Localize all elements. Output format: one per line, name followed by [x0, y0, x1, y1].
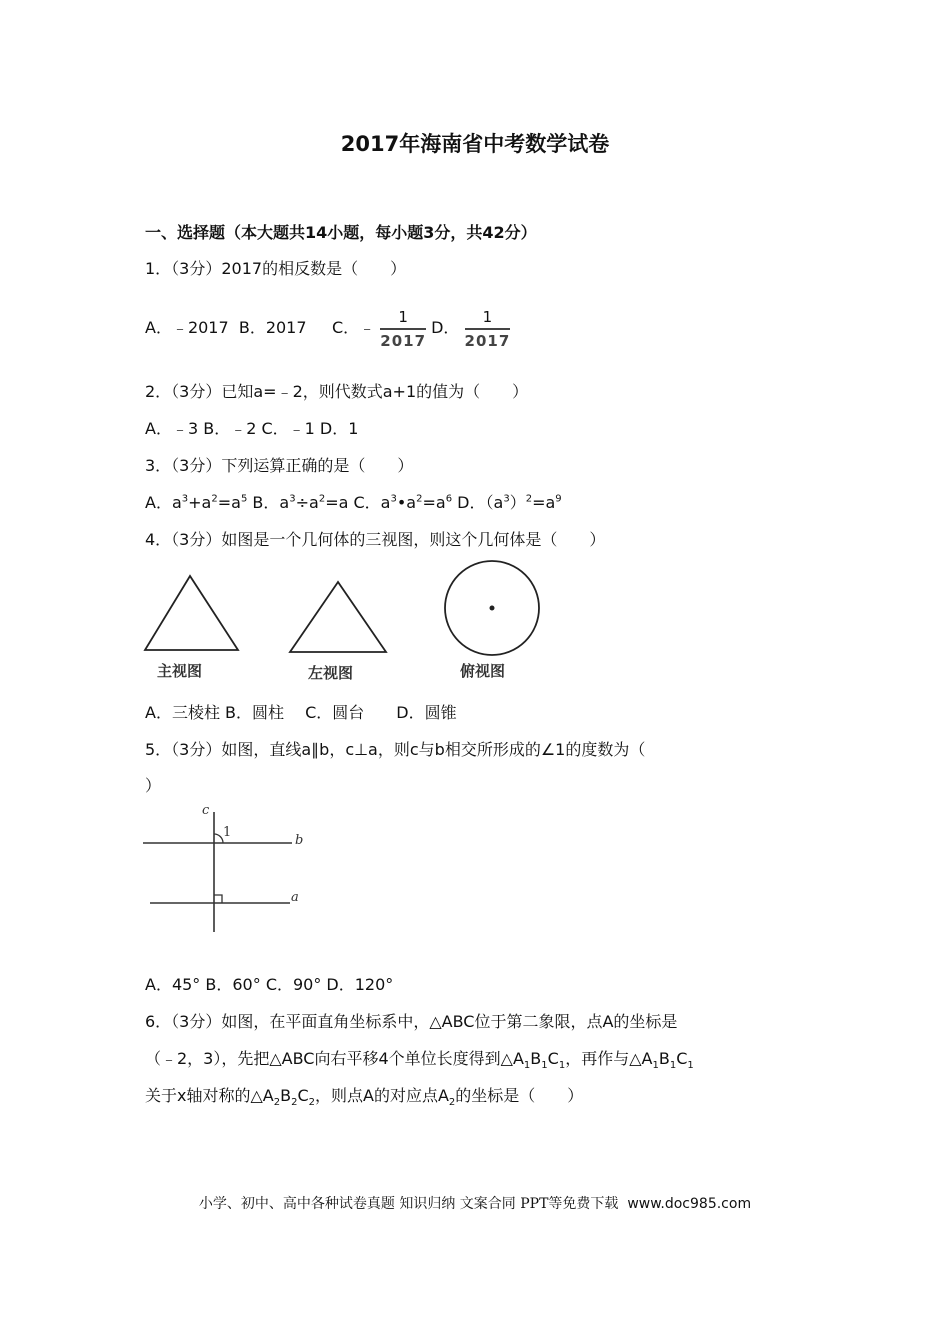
- angle-1-arc: [214, 834, 223, 843]
- q1-option-b: B．2017: [238, 318, 307, 337]
- q3-option-c-label: C．: [353, 493, 381, 512]
- question-1-stem: 1．（3分）2017的相反数是（ ）: [145, 259, 407, 278]
- question-4-options: A．三棱柱 B．圆柱 C．圆台 D．圆锥: [145, 703, 457, 722]
- q1-option-d-fraction: [465, 308, 511, 350]
- label-b: b: [295, 833, 304, 848]
- question-2-options: A．﹣3 B．﹣2 C．﹣1 D．1: [145, 419, 359, 438]
- question-6-line-2: （﹣2，3），先把△ABC向右平移4个单位长度得到$\triangle A_1B_1C_1$，再作与$\triangle A_1B_1C_1$: [145, 1049, 694, 1072]
- q1-option-d-prefix: D．: [431, 318, 460, 337]
- q6-line2-text: （﹣2，3），先把△ABC向右平移4个单位长度得到△A: [145, 1049, 524, 1068]
- question-3-options: A．$a^3+a^2=a^5$ B．$a^3\div a^2=a$ C．$a^3•a^2=a^6$ D．$(a^3)^2=a^9$: [145, 493, 562, 512]
- question-5-options: A．45° B．60° C．90° D．120°: [145, 975, 394, 994]
- q1-option-a: A．﹣2017: [145, 318, 229, 337]
- label-angle-1: 1: [223, 825, 232, 840]
- q1-option-c-prefix: C．﹣: [331, 318, 376, 337]
- question-4-stem: 4．（3分）如图是一个几何体的三视图，则这个几何体是（ ）: [145, 530, 606, 549]
- question-3-stem: 3．（3分）下列运算正确的是（ ）: [145, 456, 414, 475]
- right-angle-mark: [214, 895, 222, 903]
- q6-line3-text-c: 的坐标是（ ）: [455, 1086, 584, 1105]
- fraction-numerator: 1: [482, 307, 493, 326]
- left-view-triangle: [290, 582, 386, 652]
- footer-url[interactable]: www.doc985.com: [627, 1196, 752, 1212]
- page-footer: [0, 1193, 950, 1213]
- question-1-options: [145, 303, 510, 353]
- footer-text: 小学、初中、高中各种试卷真题 知识归纳 文案合同 PPT等免费下载: [198, 1196, 619, 1212]
- q3-option-b-label: B．: [252, 493, 280, 512]
- fraction-numerator: 1: [398, 307, 408, 326]
- fraction-bar: [380, 328, 426, 330]
- question-2-stem: 2．（3分）已知a=﹣2，则代数式a+1的值为（ ）: [145, 382, 529, 401]
- parallel-lines-figure: [140, 800, 320, 935]
- section-heading: 一、选择题（本大题共14小题，每小题3分，共42分）: [145, 223, 537, 242]
- q3-option-a-label: A．: [145, 493, 172, 512]
- label-c: c: [202, 803, 210, 818]
- top-view-center-dot: [490, 606, 495, 611]
- fraction-denominator: 2017: [464, 331, 511, 350]
- question-6-line-1: 6．（3分）如图，在平面直角坐标系中，△ABC位于第二象限，点A的坐标是: [145, 1012, 678, 1031]
- label-a: a: [291, 890, 299, 905]
- question-5-stem: 5．（3分）如图，直线a∥b，c⊥a，则c与b相交所形成的∠1的度数为（: [145, 740, 646, 759]
- exam-title: 2017年海南省中考数学试卷: [340, 132, 610, 156]
- front-view-triangle: [145, 576, 238, 650]
- top-view-label: 俯视图: [460, 662, 506, 680]
- fraction-bar: [465, 328, 511, 330]
- q3-option-d-label: D．: [457, 493, 486, 512]
- question-6-line-3: 关于x轴对称的$\triangle A_2B_2C_2$，则点A的对应点$A_2$的坐标是（ ）: [145, 1086, 584, 1109]
- front-view-label: 主视图: [157, 662, 203, 680]
- question-5-stem-end: ）: [145, 776, 162, 795]
- q6-line3-text-a: 关于x轴对称的△A: [145, 1086, 274, 1105]
- q1-option-c-fraction: [380, 308, 426, 350]
- fraction-denominator: 2017: [380, 331, 427, 350]
- left-view-label: 左视图: [308, 664, 354, 682]
- q6-line3-text-b: ，则点A的对应点A: [315, 1086, 449, 1105]
